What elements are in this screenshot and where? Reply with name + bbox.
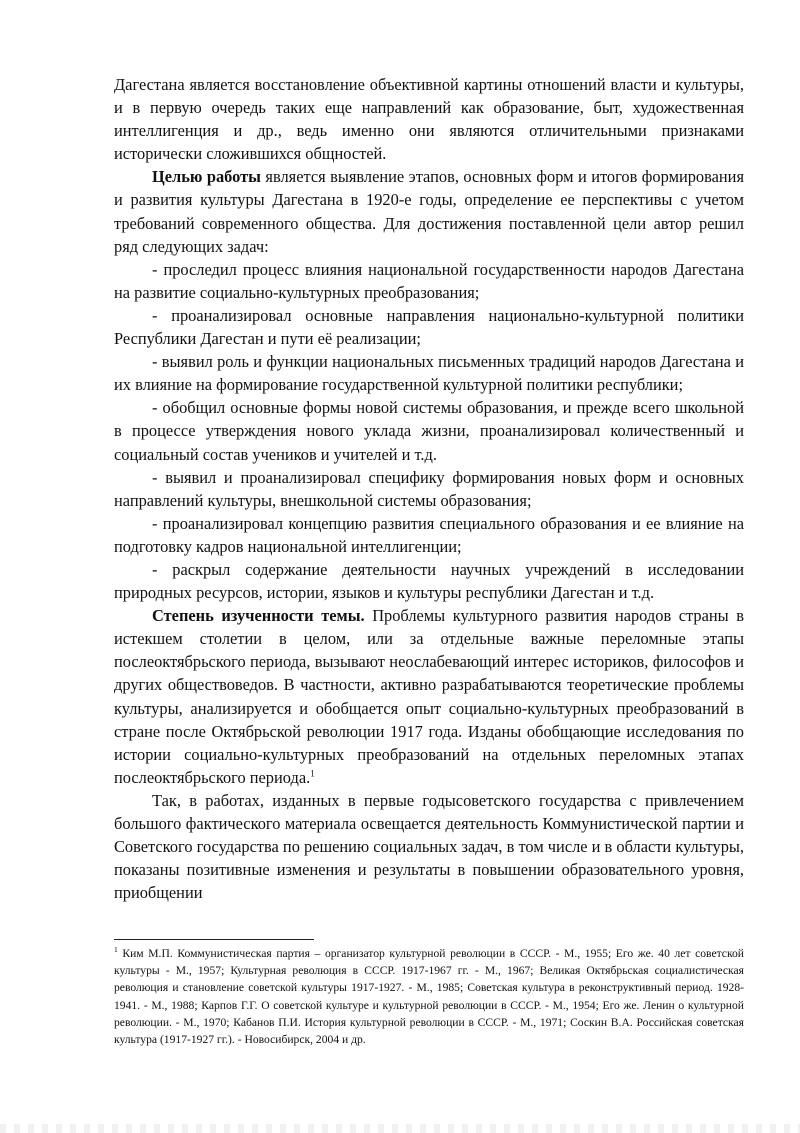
task-item: - выявил и проанализировал специфику формирования новых форм и основных направлений культуры, внешкольной системы образования; [114,467,744,510]
footnote [114,945,744,1048]
closing-paragraph: Так, в работах, изданных в первые годысоветского государства с привлечением большого фактического материала освещается деятельность Коммунистической партии и Советского государства по решению социальных задач, в том числе и в области культуры, показаны позитивные изменения и результаты в повышении образовательного уровня, приобщении [114,790,744,903]
scan-edge-artifact [0,1124,800,1133]
task-item: - проанализировал основные направления национально-культурной политики Республики Дагестан и пути её реализации; [114,305,744,349]
footnote-text: Ким М.П. Коммунистическая партия – организатор культурной революции в СССР. - М., 1955; Его же. 40 лет советской культуры - М., 1957; Культурная революция в СССР. 1917-1967 гг. - М., 1967; Великая Октябрьская социалистическая революция и становление советской культуры 1917-1927. - М., 1985; Советская культура в реконструктивный период. 1928-1941. - М., 1988; Карпов Г.Г. О советской культуре и культурной революции в СССР. - М., 1954; Его же. Ленин о культурной революции. - М., 1970; Кабанов П.И. История культурной революции в СССР. - М., 1971; Соскин В.А. Российская советская культура (1917-1927 гг.). - Новосибирск, 2004 и др. [114,947,744,1047]
goal-paragraph [114,165,744,257]
task-item: - проследил процесс влияния национальной государственности народов Дагестана на развитие социально-культурных преобразования; [114,259,744,302]
task-item: - проанализировал концепцию развития специального образования и ее влияние на подготовку кадров национальной интеллигенции; [114,513,744,556]
task-item: - выявил роль и функции национальных письменных традиций народов Дагестана и их влияние на формирование государственной культурной политики республики; [114,352,744,395]
goal-text: является выявление этапов, основных форм и итогов формирования и развития культуры Дагестана в 1920-е годы, определение ее перспективы с учетом требований современного общества. Для достижения поставленной цели автор решил ряд следующих задач: [114,167,744,256]
intro-paragraph: Дагестана является восстановление объективной картины отношений власти и культуры, и в первую очередь таких еще направлений как образование, быт, художественная интеллигенция и др., ведь именно они являются отличительными признаками исторически сложившихся общностей. [114,75,744,164]
body-text [114,73,744,904]
degree-paragraph [114,604,744,789]
footnote-entry [114,945,744,1048]
footnote-mark: 1 [114,945,118,955]
footnote-divider [114,939,314,940]
task-item: - обобщил основные формы новой системы образования, и прежде всего школьной в процессе утверждения нового уклада жизни, проанализировал количественный и социальный состав учеников и учителей и т.д. [114,398,744,464]
degree-text: Проблемы культурного развития народов страны в истекшем столетии в целом, или за отдельные важные переломные этапы послеоктябрьского периода, вызывают неослабевающий интерес историков, философов и других обществоведов. В частности, активно разрабатываются теоретические проблемы культуры, анализируется и обобщается опыт социально-культурных преобразований в стране после Октябрьской революции 1917 года. Изданы обобщающие исследования по истории социально-культурных преобразований на отдельных переломных этапах послеоктябрьского периода. [114,606,744,787]
goal-lead: Целью работы [152,167,261,187]
footnote-reference[interactable]: 1 [310,768,315,779]
task-item: - раскрыл содержание деятельности научных учреждений в исследовании природных ресурсов, истории, языков и культуры республики Дагестан и т.д. [114,559,744,603]
degree-lead: Степень изученности темы. [152,606,365,626]
